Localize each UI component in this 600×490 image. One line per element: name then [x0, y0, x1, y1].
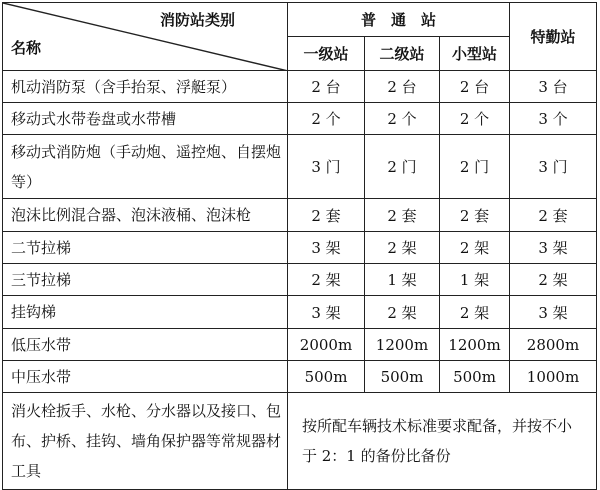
- header-small-station: 小型站: [440, 37, 510, 71]
- row-name: 机动消防泵（含手抬泵、浮艇泵）: [3, 71, 288, 103]
- cell-level1: 2 个: [288, 103, 365, 135]
- cell-level2: 2 架: [365, 296, 440, 329]
- row-name-tools: 消火栓扳手、水枪、分水器以及接口、包布、护桥、挂钩、墙角保护器等常规器材工具: [3, 393, 288, 490]
- cell-small: 1 架: [440, 264, 510, 296]
- table-row: [3, 199, 597, 232]
- table-row: [3, 264, 597, 296]
- header-level2-station: 二级站: [365, 37, 440, 71]
- table-row: [3, 393, 597, 490]
- cell-small: 2 个: [440, 103, 510, 135]
- cell-level1: 2 台: [288, 71, 365, 103]
- cell-special: 3 门: [510, 135, 597, 199]
- table-row: [3, 103, 597, 135]
- cell-special: 3 台: [510, 71, 597, 103]
- cell-level1: 3 架: [288, 232, 365, 264]
- cell-level2: 2 门: [365, 135, 440, 199]
- header-name: 名称: [11, 39, 42, 57]
- cell-level2: 500m: [365, 361, 440, 393]
- cell-special: 2 套: [510, 199, 597, 232]
- row-name: 挂钩梯: [3, 296, 288, 329]
- cell-small: 500m: [440, 361, 510, 393]
- cell-small: 2 门: [440, 135, 510, 199]
- header-level1-station: 一级站: [288, 37, 365, 71]
- cell-level2: 2 套: [365, 199, 440, 232]
- header-station-category: 消防站类别: [159, 11, 235, 29]
- tools-note: 按所配车辆技术标准要求配备，并按不小于 2：1 的备份比备份: [288, 393, 597, 490]
- cell-small: 2 台: [440, 71, 510, 103]
- row-name: 三节拉梯: [3, 264, 288, 296]
- cell-level1: 3 门: [288, 135, 365, 199]
- cell-level1: 500m: [288, 361, 365, 393]
- row-name: 移动式消防炮（手动炮、遥控炮、自摆炮等）: [3, 135, 288, 199]
- table-row: [3, 232, 597, 264]
- cell-level2: 1 架: [365, 264, 440, 296]
- row-name: 泡沫比例混合器、泡沫液桶、泡沫枪: [3, 199, 288, 232]
- header-corner-cell: [3, 3, 288, 71]
- cell-special: 1000m: [510, 361, 597, 393]
- row-name: 低压水带: [3, 329, 288, 361]
- cell-special: 3 架: [510, 296, 597, 329]
- cell-small: 2 套: [440, 199, 510, 232]
- cell-special: 3 架: [510, 232, 597, 264]
- table-row: [3, 329, 597, 361]
- row-name: 移动式水带卷盘或水带槽: [3, 103, 288, 135]
- row-name: 二节拉梯: [3, 232, 288, 264]
- cell-special: 3 个: [510, 103, 597, 135]
- cell-level2: 1200m: [365, 329, 440, 361]
- diagonal-divider: [3, 3, 288, 71]
- table-row: [3, 135, 597, 199]
- cell-small: 2 架: [440, 232, 510, 264]
- table-row: [3, 361, 597, 393]
- row-name: 中压水带: [3, 361, 288, 393]
- equipment-table: [2, 2, 597, 490]
- cell-level2: 2 台: [365, 71, 440, 103]
- cell-special: 2 架: [510, 264, 597, 296]
- cell-level1: 3 架: [288, 296, 365, 329]
- header-special-station: 特勤站: [510, 3, 597, 71]
- cell-level1: 2000m: [288, 329, 365, 361]
- table-row: [3, 296, 597, 329]
- cell-level1: 2 套: [288, 199, 365, 232]
- header-regular-station: 普 通 站: [288, 3, 510, 37]
- table-row: [3, 71, 597, 103]
- cell-level2: 2 架: [365, 232, 440, 264]
- cell-level1: 2 架: [288, 264, 365, 296]
- cell-small: 1200m: [440, 329, 510, 361]
- cell-small: 2 架: [440, 296, 510, 329]
- cell-special: 2800m: [510, 329, 597, 361]
- cell-level2: 2 个: [365, 103, 440, 135]
